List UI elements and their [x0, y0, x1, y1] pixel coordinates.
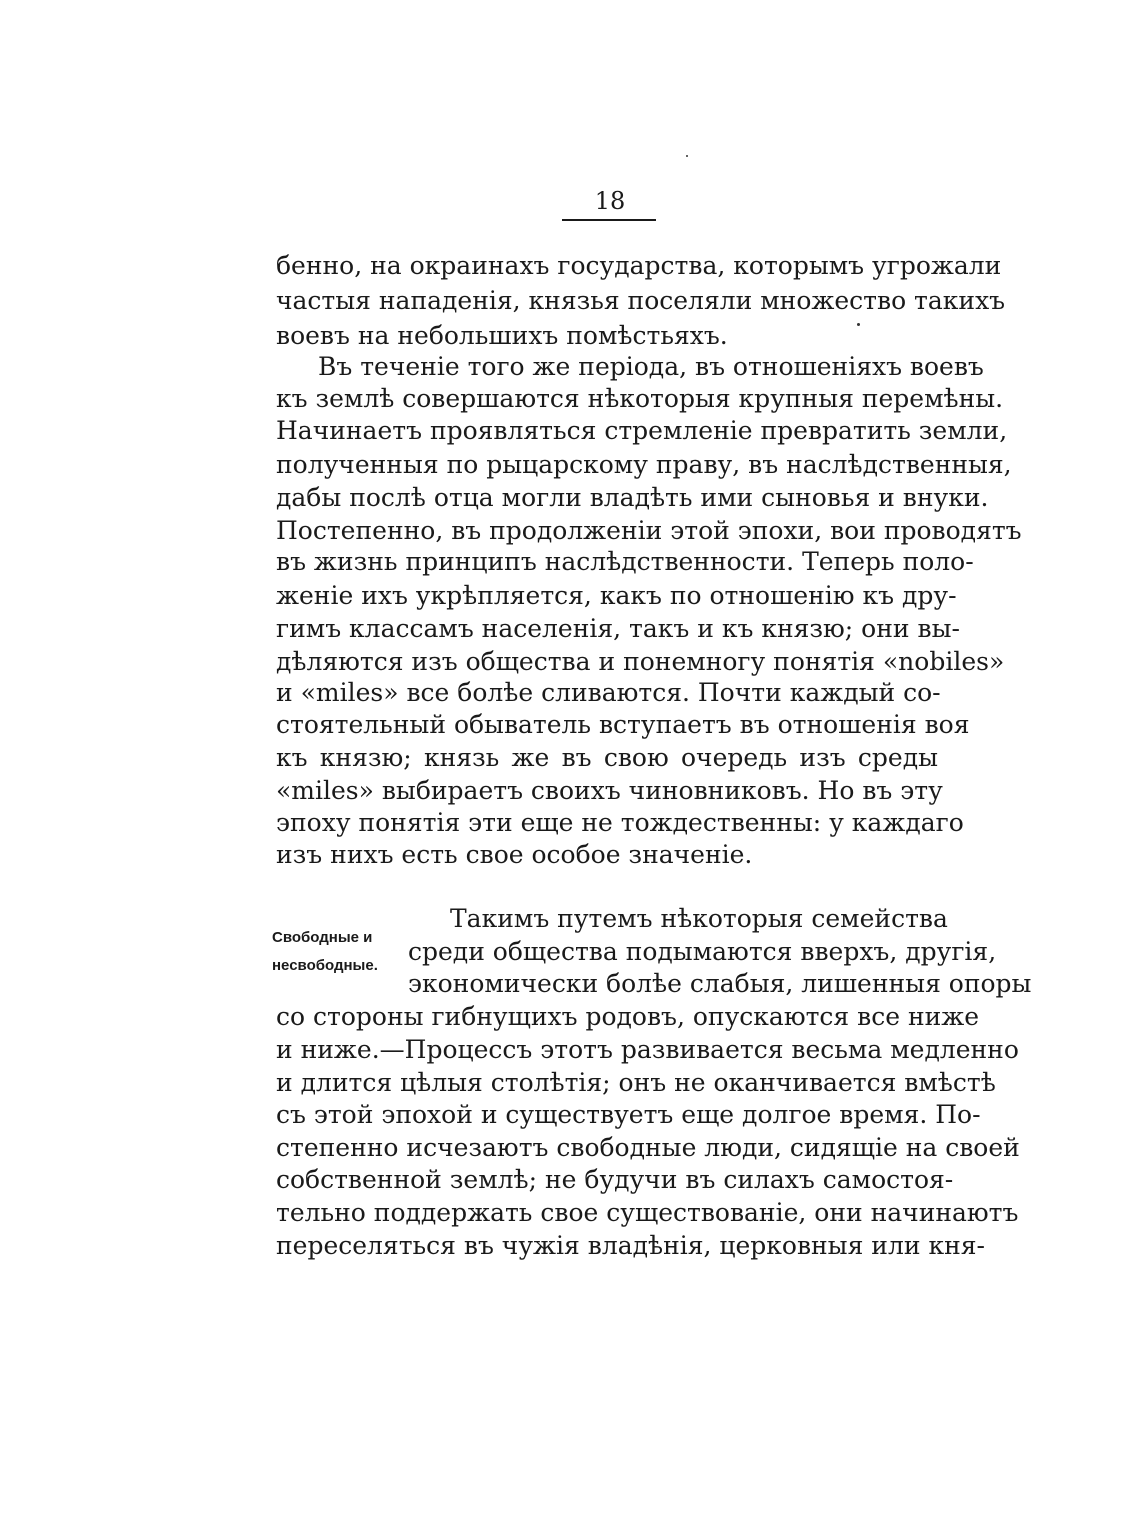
- text-line: къ землѣ совершаются нѣкоторыя крупныя перемѣны.: [276, 384, 1004, 413]
- text-line: дабы послѣ отца могли владѣть ими сыновья и внуки.: [276, 483, 989, 512]
- margin-note-line: несвободные.: [272, 957, 378, 974]
- page-number-rule: [562, 219, 656, 221]
- text-line: воевъ на небольшихъ помѣстьяхъ.: [276, 321, 728, 350]
- text-line: и длится цѣлыя столѣтія; онъ не оканчивается вмѣстѣ: [276, 1068, 996, 1097]
- text-line: стоятельный обыватель вступаетъ въ отношенія воя: [276, 710, 970, 739]
- text-line: гимъ классамъ населенія, такъ и къ князю; они вы-: [276, 614, 960, 643]
- text-line: со стороны гибнущихъ родовъ, опускаются все ниже: [276, 1002, 980, 1031]
- text-line: Начинаетъ проявляться стремленіе превратить земли,: [276, 416, 1008, 445]
- text-line: тельно поддержать свое существованіе, они начинаютъ: [276, 1198, 1019, 1227]
- text-line: Въ теченіе того же періода, въ отношеніяхъ воевъ: [318, 352, 984, 381]
- margin-note-line: Свободные и: [272, 929, 373, 946]
- text-line: «miles» выбираетъ своихъ чиновниковъ. Но въ эту: [276, 776, 943, 805]
- text-line: и ниже.—Процессъ этотъ развивается весьма медленно: [276, 1035, 1019, 1064]
- text-line: степенно исчезаютъ свободные люди, сидящіе на своей: [276, 1133, 1020, 1162]
- text-line: женіе ихъ укрѣпляется, какъ по отношенію къ дру-: [276, 581, 957, 610]
- print-speck: [857, 323, 860, 326]
- text-line: среди общества подымаются вверхъ, другія,: [408, 937, 997, 966]
- text-line: Постепенно, въ продолженіи этой эпохи, вои проводятъ: [276, 516, 1022, 545]
- margin-note: [272, 924, 402, 980]
- text-line: и «miles» все болѣе сливаются. Почти каждый со-: [276, 678, 941, 707]
- text-line: эпоху понятія эти еще не тождественны: у каждаго: [276, 808, 964, 837]
- text-line: экономически болѣе слабыя, лишенныя опоры: [408, 969, 1032, 998]
- print-speck: [686, 155, 688, 157]
- text-line: частыя нападенія, князья поселяли множество такихъ: [276, 286, 1006, 315]
- text-line: полученныя по рыцарскому праву, въ наслѣдственныя,: [276, 450, 1012, 479]
- text-line: дѣляются изъ общества и понемногу понятія «nobiles»: [276, 647, 1005, 676]
- text-line: переселяться въ чужія владѣнія, церковныя или кня-: [276, 1231, 985, 1260]
- text-line: съ этой эпохой и существуетъ еще долгое время. По-: [276, 1100, 981, 1129]
- text-line: собственной землѣ; не будучи въ силахъ самостоя-: [276, 1165, 954, 1194]
- text-line: бенно, на окраинахъ государства, которымъ угрожали: [276, 251, 1002, 280]
- text-line: изъ нихъ есть свое особое значеніе.: [276, 840, 753, 869]
- page-number: 18: [594, 187, 626, 215]
- text-line: къ князю; князь же въ свою очередь изъ среды: [276, 743, 938, 772]
- text-line: въ жизнь принципъ наслѣдственности. Теперь поло-: [276, 547, 974, 576]
- text-line: Такимъ путемъ нѣкоторыя семейства: [450, 904, 948, 933]
